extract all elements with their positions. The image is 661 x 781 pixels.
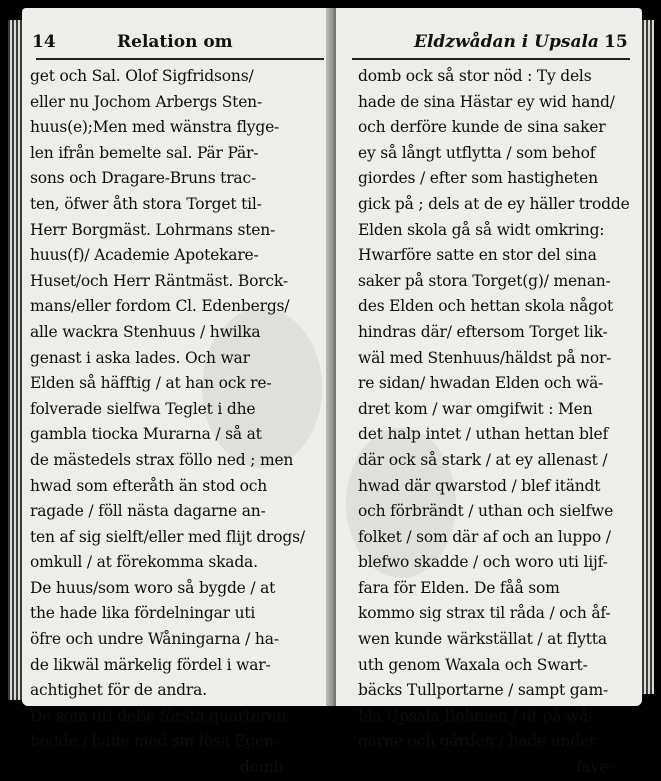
- text-line: gambla tiocka Murarna / så at: [30, 425, 262, 444]
- text-line: len ifrån bemelte sal. Pär Pär-: [30, 143, 259, 162]
- text-line: Elden så häfftig / at han ock re-: [30, 374, 272, 393]
- text-line: Herr Borgmäst. Lohrmans sten-: [30, 220, 276, 239]
- text-line: alle wackra Stenhuus / hwilka: [30, 322, 261, 341]
- header-rule: [36, 58, 324, 60]
- page-number: 14: [32, 32, 56, 52]
- text-line: bäcks Tullportarne / sampt gam-: [358, 681, 608, 700]
- left-page: [22, 8, 332, 777]
- text-line: där ock så stark / at ey allenast /: [358, 450, 608, 469]
- text-line: achtighet för de andra.: [30, 681, 207, 700]
- text-line: genast i aska lades. Och war: [30, 348, 250, 367]
- text-line: kommo sig strax til råda / och åf-: [358, 604, 611, 623]
- text-line: garne och gården / hade under: [358, 732, 597, 751]
- catchword: domb: [240, 758, 284, 777]
- running-title: Eldzwådan i Upsala: [414, 32, 599, 52]
- text-line: dret kom / war omgifwit : Men: [358, 399, 593, 418]
- text-line: hade de sina Hästar ey wid hand/: [358, 92, 615, 111]
- text-line: ragade / föll nästa dagarne an-: [30, 502, 266, 521]
- text-line: ten af sig sielft/eller med flijt drogs/: [30, 527, 305, 546]
- text-line: giordes / efter som hastigheten: [358, 169, 598, 188]
- text-line: De huus/som woro så bygde / at: [30, 578, 276, 597]
- text-line: gick på ; dels at de ey häller trodde: [358, 194, 630, 213]
- text-line: hindras där/ eftersom Torget lik-: [358, 322, 608, 341]
- text-line: och derföre kunde de sina saker: [358, 118, 606, 137]
- text-line: folverade sielfwa Teglet i dhe: [30, 399, 256, 418]
- text-line: öfre och undre Wåningarna / ha-: [30, 630, 279, 649]
- text-line: folket / som där af och an luppo /: [358, 527, 611, 546]
- text-line: re sidan/ hwadan Elden och wä-: [358, 374, 604, 393]
- text-block: [336, 64, 642, 781]
- text-line: des Elden och hettan skola något: [358, 297, 614, 316]
- text-line: och förbrändt / uthan och sielfwe: [358, 502, 614, 521]
- text-line: De som uti deße första quarteren: [30, 706, 287, 725]
- text-line: de mästedels strax föllo ned ; men: [30, 450, 294, 469]
- text-line: bodde / hade med sin lösa Egen-: [30, 732, 279, 751]
- text-line: wäl med Stenhuus/häldst på nor-: [358, 348, 612, 367]
- text-line: det halp intet / uthan hettan blef: [358, 425, 609, 444]
- text-line: Huset/och Herr Räntmäst. Borck-: [30, 271, 288, 290]
- header-rule: [352, 58, 630, 60]
- text-line: hwad som efteråth än stod och: [30, 476, 268, 495]
- text-line: mans/eller fordom Cl. Edenbergs/: [30, 297, 290, 316]
- text-line: ten, öfwer åth stora Torget til-: [30, 194, 262, 213]
- text-line: hwad där qwarstod / blef itändt: [358, 476, 601, 495]
- text-line: Elden skola gå så widt omkring:: [358, 220, 605, 239]
- right-page: [336, 8, 642, 777]
- page-number: 15: [604, 32, 628, 52]
- text-line: huus(e);Men med wänstra flyge-: [30, 118, 280, 137]
- text-line: eller nu Jochom Arbergs Sten-: [30, 92, 263, 111]
- text-line: huus(f)/ Academie Apotekare-: [30, 246, 259, 265]
- text-line: bla Upsala Bohmen / ut på wå-: [358, 706, 594, 725]
- text-line: uth genom Waxala och Swart-: [358, 655, 588, 674]
- text-line: the hade lika fördelningar uti: [30, 604, 256, 623]
- text-line: blefwo skadde / och woro uti lijf-: [358, 553, 608, 572]
- text-line: omkull / at förekomma skada.: [30, 553, 258, 572]
- catchword: fave-: [576, 758, 614, 777]
- running-title: Relation om: [117, 32, 233, 52]
- text-line: fara för Elden. De fåå som: [358, 578, 560, 597]
- text-line: saker på stora Torget(g)/ menan-: [358, 271, 611, 290]
- text-line: de likwäl märkelig fördel i war-: [30, 655, 271, 674]
- text-line: ey så långt utflytta / som behof: [358, 143, 596, 162]
- text-line: get och Sal. Olof Sigfridsons/: [30, 67, 254, 85]
- text-line: Hwarföre satte en stor del sina: [358, 246, 597, 265]
- text-line: wen kunde wärkställat / at flytta: [358, 630, 607, 649]
- text-block: [22, 64, 332, 781]
- text-line: sons och Dragare-Bruns trac-: [30, 169, 256, 188]
- text-line: domb ock så stor nöd : Ty dels: [358, 67, 592, 85]
- page-edges-right: [640, 20, 654, 694]
